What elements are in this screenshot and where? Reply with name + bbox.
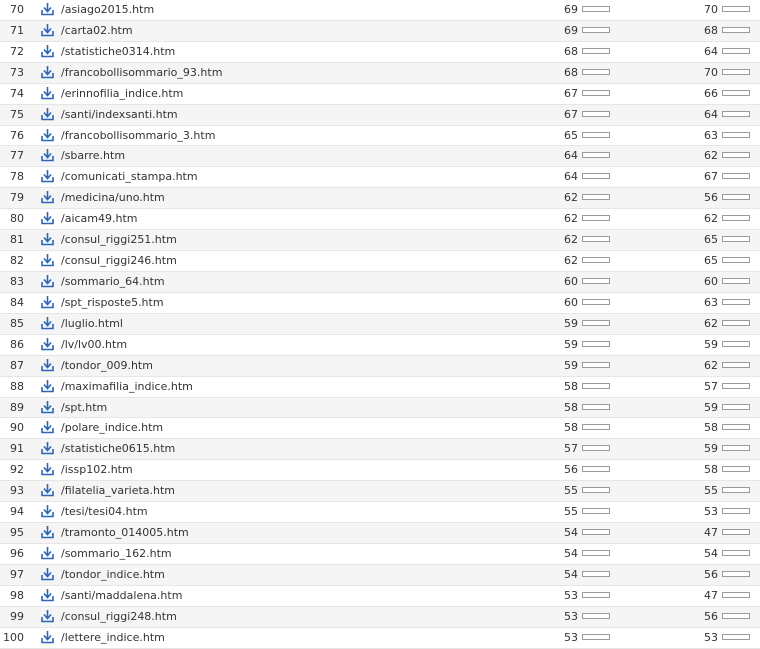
metric-2-value: 59: [704, 337, 718, 351]
metric-1-bar: [582, 550, 610, 556]
metric-1-bar: [582, 194, 610, 200]
table-row: [0, 146, 760, 167]
metric-2-bar: [722, 445, 750, 451]
page-path-link[interactable]: /lv/lv00.htm: [61, 337, 128, 351]
metric-1-value: 69: [564, 23, 578, 37]
row-number: 74: [10, 86, 24, 100]
row-number: 83: [10, 274, 24, 288]
metric-1-value: 59: [564, 316, 578, 330]
metric-2-bar: [722, 132, 750, 138]
download-icon[interactable]: [41, 44, 54, 58]
table-row: [0, 314, 760, 335]
metric-1-bar: [582, 613, 610, 619]
metric-2-bar: [722, 571, 750, 577]
table-row: [0, 628, 760, 649]
metric-1-bar: [582, 362, 610, 368]
download-icon[interactable]: [41, 588, 54, 602]
metric-2-bar: [722, 111, 750, 117]
table-row: [0, 377, 760, 398]
metric-2-bar: [722, 550, 750, 556]
row-number: 98: [10, 588, 24, 602]
metric-2-bar: [722, 69, 750, 75]
metric-1-bar: [582, 132, 610, 138]
metric-2-value: 56: [704, 191, 718, 205]
row-number: 96: [10, 546, 24, 560]
table-row: [0, 418, 760, 439]
metric-2-bar: [722, 299, 750, 305]
metric-1-bar: [582, 383, 610, 389]
metric-2-value: 58: [704, 421, 718, 435]
metric-1-bar: [582, 6, 610, 12]
metric-2-value: 64: [704, 107, 718, 121]
metric-1-value: 54: [564, 526, 578, 540]
metric-1-bar: [582, 257, 610, 263]
metric-1-value: 68: [564, 44, 578, 58]
metric-1-value: 62: [564, 254, 578, 268]
metric-1-value: 56: [564, 463, 578, 477]
download-icon[interactable]: [41, 274, 54, 288]
metric-1-bar: [582, 48, 610, 54]
page-path-link[interactable]: /sommario_162.htm: [61, 546, 172, 560]
download-icon[interactable]: [41, 211, 54, 225]
page-path-link[interactable]: /aicam49.htm: [61, 212, 138, 226]
page-path-link[interactable]: /consul_riggi251.htm: [61, 233, 177, 247]
page-path-link[interactable]: /erinnofilia_indice.htm: [61, 86, 184, 100]
page-path-link[interactable]: /comunicati_stampa.htm: [61, 170, 198, 184]
metric-2-bar: [722, 508, 750, 514]
page-path-link[interactable]: /spt_risposte5.htm: [61, 295, 164, 309]
metric-1-value: 53: [564, 588, 578, 602]
metric-2-bar: [722, 194, 750, 200]
metric-1-bar: [582, 466, 610, 472]
metric-1-value: 53: [564, 630, 578, 644]
row-number: 77: [10, 149, 24, 163]
row-number: 79: [10, 191, 24, 205]
download-icon[interactable]: [41, 504, 54, 518]
table-row: [0, 42, 760, 63]
page-path-link[interactable]: /maximafilia_indice.htm: [61, 379, 193, 393]
metric-2-value: 65: [704, 233, 718, 247]
row-number: 73: [10, 65, 24, 79]
metric-1-value: 62: [564, 191, 578, 205]
page-path-link[interactable]: /spt.htm: [61, 400, 108, 414]
table-row: [0, 230, 760, 251]
metric-2-value: 47: [704, 588, 718, 602]
metric-1-value: 65: [564, 128, 578, 142]
metric-2-bar: [722, 383, 750, 389]
download-icon[interactable]: [41, 420, 54, 434]
metric-1-bar: [582, 445, 610, 451]
table-row: [0, 586, 760, 607]
download-icon[interactable]: [41, 65, 54, 79]
download-icon[interactable]: [41, 316, 54, 330]
metric-2-bar: [722, 341, 750, 347]
page-path-link[interactable]: /francobollisommario_3.htm: [61, 128, 216, 142]
metric-1-value: 57: [564, 442, 578, 456]
table-row: [0, 439, 760, 460]
row-number: 70: [10, 3, 24, 16]
table-row: [0, 251, 760, 272]
row-number: 84: [10, 295, 24, 309]
table-row: [0, 126, 760, 147]
metric-1-bar: [582, 341, 610, 347]
metric-2-value: 67: [704, 170, 718, 184]
metric-2-bar: [722, 529, 750, 535]
row-number: 78: [10, 170, 24, 184]
download-icon[interactable]: [41, 358, 54, 372]
page-path-link[interactable]: /carta02.htm: [61, 23, 133, 37]
table-row: [0, 84, 760, 105]
download-icon[interactable]: [41, 630, 54, 644]
page-path-link[interactable]: /consul_riggi246.htm: [61, 254, 177, 268]
download-icon[interactable]: [41, 148, 54, 162]
page-path-link[interactable]: /luglio.html: [61, 316, 123, 330]
metric-2-bar: [722, 634, 750, 640]
metric-2-value: 57: [704, 379, 718, 393]
metric-1-bar: [582, 173, 610, 179]
metric-1-value: 67: [564, 86, 578, 100]
table-row: [0, 335, 760, 356]
download-icon[interactable]: [41, 483, 54, 497]
page-path-link[interactable]: /sommario_64.htm: [61, 274, 165, 288]
row-number: 89: [10, 400, 24, 414]
metric-2-bar: [722, 152, 750, 158]
metric-1-bar: [582, 69, 610, 75]
row-number: 97: [10, 567, 24, 581]
download-icon[interactable]: [41, 337, 54, 351]
metric-2-bar: [722, 592, 750, 598]
metric-2-bar: [722, 320, 750, 326]
row-number: 85: [10, 316, 24, 330]
row-number: 99: [10, 609, 24, 623]
metric-2-value: 62: [704, 316, 718, 330]
metric-1-value: 69: [564, 3, 578, 16]
page-path-link[interactable]: /medicina/uno.htm: [61, 191, 165, 205]
download-icon[interactable]: [41, 379, 54, 393]
metric-1-value: 53: [564, 609, 578, 623]
metric-2-bar: [722, 466, 750, 472]
metric-1-value: 55: [564, 484, 578, 498]
table-row: [0, 21, 760, 42]
metric-2-value: 56: [704, 609, 718, 623]
metric-1-bar: [582, 90, 610, 96]
page-path-link[interactable]: /francobollisommario_93.htm: [61, 65, 223, 79]
metric-1-value: 62: [564, 212, 578, 226]
metric-2-value: 53: [704, 630, 718, 644]
metric-1-bar: [582, 404, 610, 410]
metric-2-bar: [722, 278, 750, 284]
row-number: 91: [10, 442, 24, 456]
row-number: 87: [10, 358, 24, 372]
page-path-link[interactable]: /tesi/tesi04.htm: [61, 505, 148, 519]
page-path-link[interactable]: /tondor_indice.htm: [61, 567, 165, 581]
metric-1-bar: [582, 27, 610, 33]
metric-1-bar: [582, 320, 610, 326]
row-number: 92: [10, 463, 24, 477]
metric-1-bar: [582, 278, 610, 284]
metric-1-bar: [582, 487, 610, 493]
download-icon[interactable]: [41, 462, 54, 476]
table-row: [0, 565, 760, 586]
metric-1-value: 54: [564, 567, 578, 581]
download-icon[interactable]: [41, 23, 54, 37]
table-row: [0, 523, 760, 544]
metric-2-value: 66: [704, 86, 718, 100]
metric-2-bar: [722, 424, 750, 430]
metric-1-bar: [582, 571, 610, 577]
table-row: [0, 167, 760, 188]
table-row: [0, 293, 760, 314]
table-row: [0, 460, 760, 481]
metric-2-bar: [722, 236, 750, 242]
page-path-link[interactable]: /consul_riggi248.htm: [61, 609, 177, 623]
metric-2-value: 62: [704, 149, 718, 163]
metric-2-value: 59: [704, 400, 718, 414]
metric-2-value: 59: [704, 442, 718, 456]
metric-2-value: 70: [704, 3, 718, 16]
metric-2-value: 68: [704, 23, 718, 37]
metric-2-value: 63: [704, 295, 718, 309]
download-icon[interactable]: [41, 169, 54, 183]
download-icon[interactable]: [41, 190, 54, 204]
metric-2-bar: [722, 362, 750, 368]
metric-2-bar: [722, 257, 750, 263]
download-icon[interactable]: [41, 546, 54, 560]
table-row: [0, 0, 760, 21]
download-icon[interactable]: [41, 86, 54, 100]
metric-2-value: 58: [704, 463, 718, 477]
metric-2-bar: [722, 487, 750, 493]
row-number: 94: [10, 505, 24, 519]
download-icon[interactable]: [41, 567, 54, 581]
metric-2-value: 63: [704, 128, 718, 142]
metric-2-value: 47: [704, 526, 718, 540]
metric-1-bar: [582, 592, 610, 598]
metric-1-value: 58: [564, 379, 578, 393]
table-row: [0, 188, 760, 209]
metric-1-value: 58: [564, 421, 578, 435]
table-row: [0, 63, 760, 84]
metric-1-value: 64: [564, 170, 578, 184]
metric-2-value: 53: [704, 505, 718, 519]
metric-1-value: 68: [564, 65, 578, 79]
page-path-link[interactable]: /sbarre.htm: [61, 149, 126, 163]
metric-1-bar: [582, 215, 610, 221]
metric-2-bar: [722, 404, 750, 410]
page-path-link[interactable]: /filatelia_varieta.htm: [61, 484, 176, 498]
row-number: 88: [10, 379, 24, 393]
table-row: [0, 105, 760, 126]
row-number: 72: [10, 44, 24, 58]
metric-2-value: 64: [704, 44, 718, 58]
row-number: 76: [10, 128, 24, 142]
metric-1-value: 62: [564, 233, 578, 247]
row-number: 93: [10, 484, 24, 498]
table-row: [0, 209, 760, 230]
row-number: 86: [10, 337, 24, 351]
download-icon[interactable]: [41, 128, 54, 142]
page-path-link[interactable]: /lettere_indice.htm: [61, 630, 165, 644]
metric-1-bar: [582, 152, 610, 158]
row-number: 81: [10, 233, 24, 247]
page-path-link[interactable]: /santi/indexsanti.htm: [61, 107, 178, 121]
row-number: 75: [10, 107, 24, 121]
metric-2-value: 70: [704, 65, 718, 79]
page-path-link[interactable]: /polare_indice.htm: [61, 421, 164, 435]
metric-1-value: 58: [564, 400, 578, 414]
metric-1-value: 59: [564, 337, 578, 351]
download-icon[interactable]: [41, 400, 54, 414]
metric-2-bar: [722, 90, 750, 96]
row-number: 100: [3, 630, 24, 644]
row-number: 95: [10, 526, 24, 540]
metric-2-bar: [722, 27, 750, 33]
download-icon[interactable]: [41, 107, 54, 121]
download-icon[interactable]: [41, 441, 54, 455]
metric-2-bar: [722, 48, 750, 54]
table-row: [0, 272, 760, 293]
row-number: 71: [10, 23, 24, 37]
page-path-link[interactable]: /statistiche0615.htm: [61, 442, 176, 456]
metric-1-value: 59: [564, 358, 578, 372]
page-path-link[interactable]: /santi/maddalena.htm: [61, 588, 183, 602]
row-number: 82: [10, 254, 24, 268]
download-icon[interactable]: [41, 2, 54, 16]
metric-2-bar: [722, 6, 750, 12]
row-number: 80: [10, 212, 24, 226]
download-icon[interactable]: [41, 609, 54, 623]
table-row: [0, 544, 760, 565]
metric-1-bar: [582, 508, 610, 514]
metric-1-value: 60: [564, 295, 578, 309]
metric-1-value: 60: [564, 274, 578, 288]
download-icon[interactable]: [41, 232, 54, 246]
metric-2-bar: [722, 613, 750, 619]
metric-1-value: 54: [564, 546, 578, 560]
metric-2-value: 56: [704, 567, 718, 581]
metric-2-bar: [722, 215, 750, 221]
download-icon[interactable]: [41, 253, 54, 267]
download-icon[interactable]: [41, 295, 54, 309]
metric-1-value: 55: [564, 505, 578, 519]
page-path-link[interactable]: /issp102.htm: [61, 463, 133, 477]
table-row: [0, 481, 760, 502]
metric-1-bar: [582, 236, 610, 242]
metric-2-value: 62: [704, 358, 718, 372]
metric-1-value: 64: [564, 149, 578, 163]
metric-1-bar: [582, 529, 610, 535]
download-icon[interactable]: [41, 525, 54, 539]
metric-2-value: 60: [704, 274, 718, 288]
metric-1-bar: [582, 424, 610, 430]
metric-2-value: 54: [704, 546, 718, 560]
table-row: [0, 502, 760, 523]
table-row: [0, 356, 760, 377]
metric-2-value: 55: [704, 484, 718, 498]
page-path-link[interactable]: /tondor_009.htm: [61, 358, 153, 372]
metric-2-value: 65: [704, 254, 718, 268]
metric-1-bar: [582, 634, 610, 640]
table-row: [0, 607, 760, 628]
metric-1-bar: [582, 299, 610, 305]
table-row: [0, 398, 760, 419]
metric-2-value: 62: [704, 212, 718, 226]
metric-1-bar: [582, 111, 610, 117]
page-path-link[interactable]: /tramonto_014005.htm: [61, 526, 189, 540]
metric-1-value: 67: [564, 107, 578, 121]
page-path-link[interactable]: /asiago2015.htm: [61, 3, 155, 16]
row-number: 90: [10, 421, 24, 435]
metric-2-bar: [722, 173, 750, 179]
page-path-link[interactable]: /statistiche0314.htm: [61, 44, 176, 58]
